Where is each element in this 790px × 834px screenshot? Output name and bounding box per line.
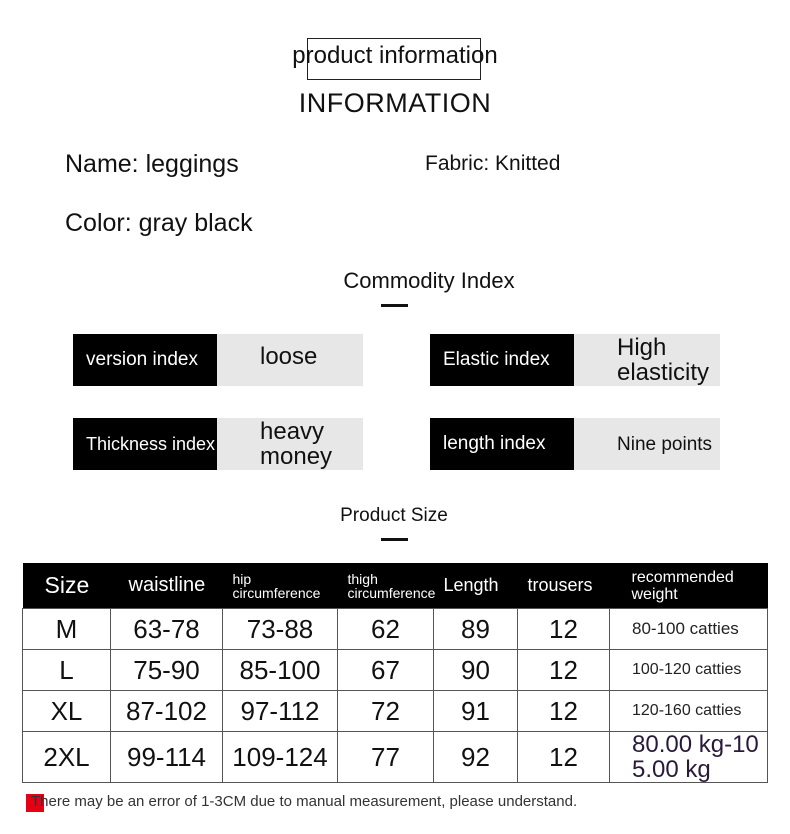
cell-waistline: 99-114 xyxy=(111,732,223,783)
cell-length: 90 xyxy=(434,650,518,691)
index-value-length: Nine points xyxy=(574,418,720,470)
cell-trousers: 12 xyxy=(518,650,610,691)
cell-length: 92 xyxy=(434,732,518,783)
table-row xyxy=(23,691,768,732)
index-value-thickness: heavy money xyxy=(217,418,363,470)
cell-thigh: 62 xyxy=(338,609,434,650)
product-fabric: Fabric: Knitted xyxy=(425,152,561,175)
index-value-version: loose xyxy=(217,334,363,386)
cell-trousers: 12 xyxy=(518,609,610,650)
product-name: Name: leggings xyxy=(65,150,239,178)
table-row xyxy=(23,650,768,691)
cell-size: XL xyxy=(23,691,111,732)
index-label-thickness: Thickness index xyxy=(73,418,217,470)
table-row xyxy=(23,609,768,650)
header-weight: recommended weight xyxy=(610,563,768,609)
cell-waistline: 87-102 xyxy=(111,691,223,732)
cell-hip: 73-88 xyxy=(223,609,338,650)
size-table xyxy=(22,563,768,783)
cell-size: L xyxy=(23,650,111,691)
cell-thigh: 72 xyxy=(338,691,434,732)
header-thigh: thigh circumference xyxy=(338,563,434,609)
header-hip: hip circumference xyxy=(223,563,338,609)
table-row xyxy=(23,732,768,783)
header-waistline: waistline xyxy=(111,563,223,609)
size-table-header xyxy=(23,563,768,609)
commodity-index-underline xyxy=(381,304,408,307)
page-subtitle: INFORMATION xyxy=(298,88,492,118)
measurement-note: There may be an error of 1-3CM due to manual measurement, please understand. xyxy=(31,793,578,810)
index-label-elastic: Elastic index xyxy=(430,334,574,386)
cell-weight: 100-120 catties xyxy=(610,650,768,691)
header-size: Size xyxy=(23,563,111,609)
cell-trousers: 12 xyxy=(518,691,610,732)
cell-thigh: 67 xyxy=(338,650,434,691)
cell-waistline: 75-90 xyxy=(111,650,223,691)
cell-weight: 120-160 catties xyxy=(610,691,768,732)
cell-size: M xyxy=(23,609,111,650)
product-size-heading: Product Size xyxy=(340,505,448,526)
cell-thigh: 77 xyxy=(338,732,434,783)
cell-length: 91 xyxy=(434,691,518,732)
cell-hip: 109-124 xyxy=(223,732,338,783)
cell-waistline: 63-78 xyxy=(111,609,223,650)
cell-weight: 80.00 kg-105.00 kg xyxy=(610,732,768,783)
cell-trousers: 12 xyxy=(518,732,610,783)
cell-hip: 97-112 xyxy=(223,691,338,732)
cell-size: 2XL xyxy=(23,732,111,783)
product-color: Color: gray black xyxy=(65,209,253,237)
commodity-index-heading: Commodity Index xyxy=(343,268,515,293)
cell-length: 89 xyxy=(434,609,518,650)
product-size-underline xyxy=(381,538,408,541)
index-label-length: length index xyxy=(430,418,574,470)
cell-weight: 80-100 catties xyxy=(610,609,768,650)
index-label-version: version index xyxy=(73,334,217,386)
header-trousers: trousers xyxy=(518,563,610,609)
page-title: product information xyxy=(292,42,498,69)
header-length: Length xyxy=(434,563,518,609)
cell-hip: 85-100 xyxy=(223,650,338,691)
index-value-elastic: High elasticity xyxy=(574,334,720,386)
